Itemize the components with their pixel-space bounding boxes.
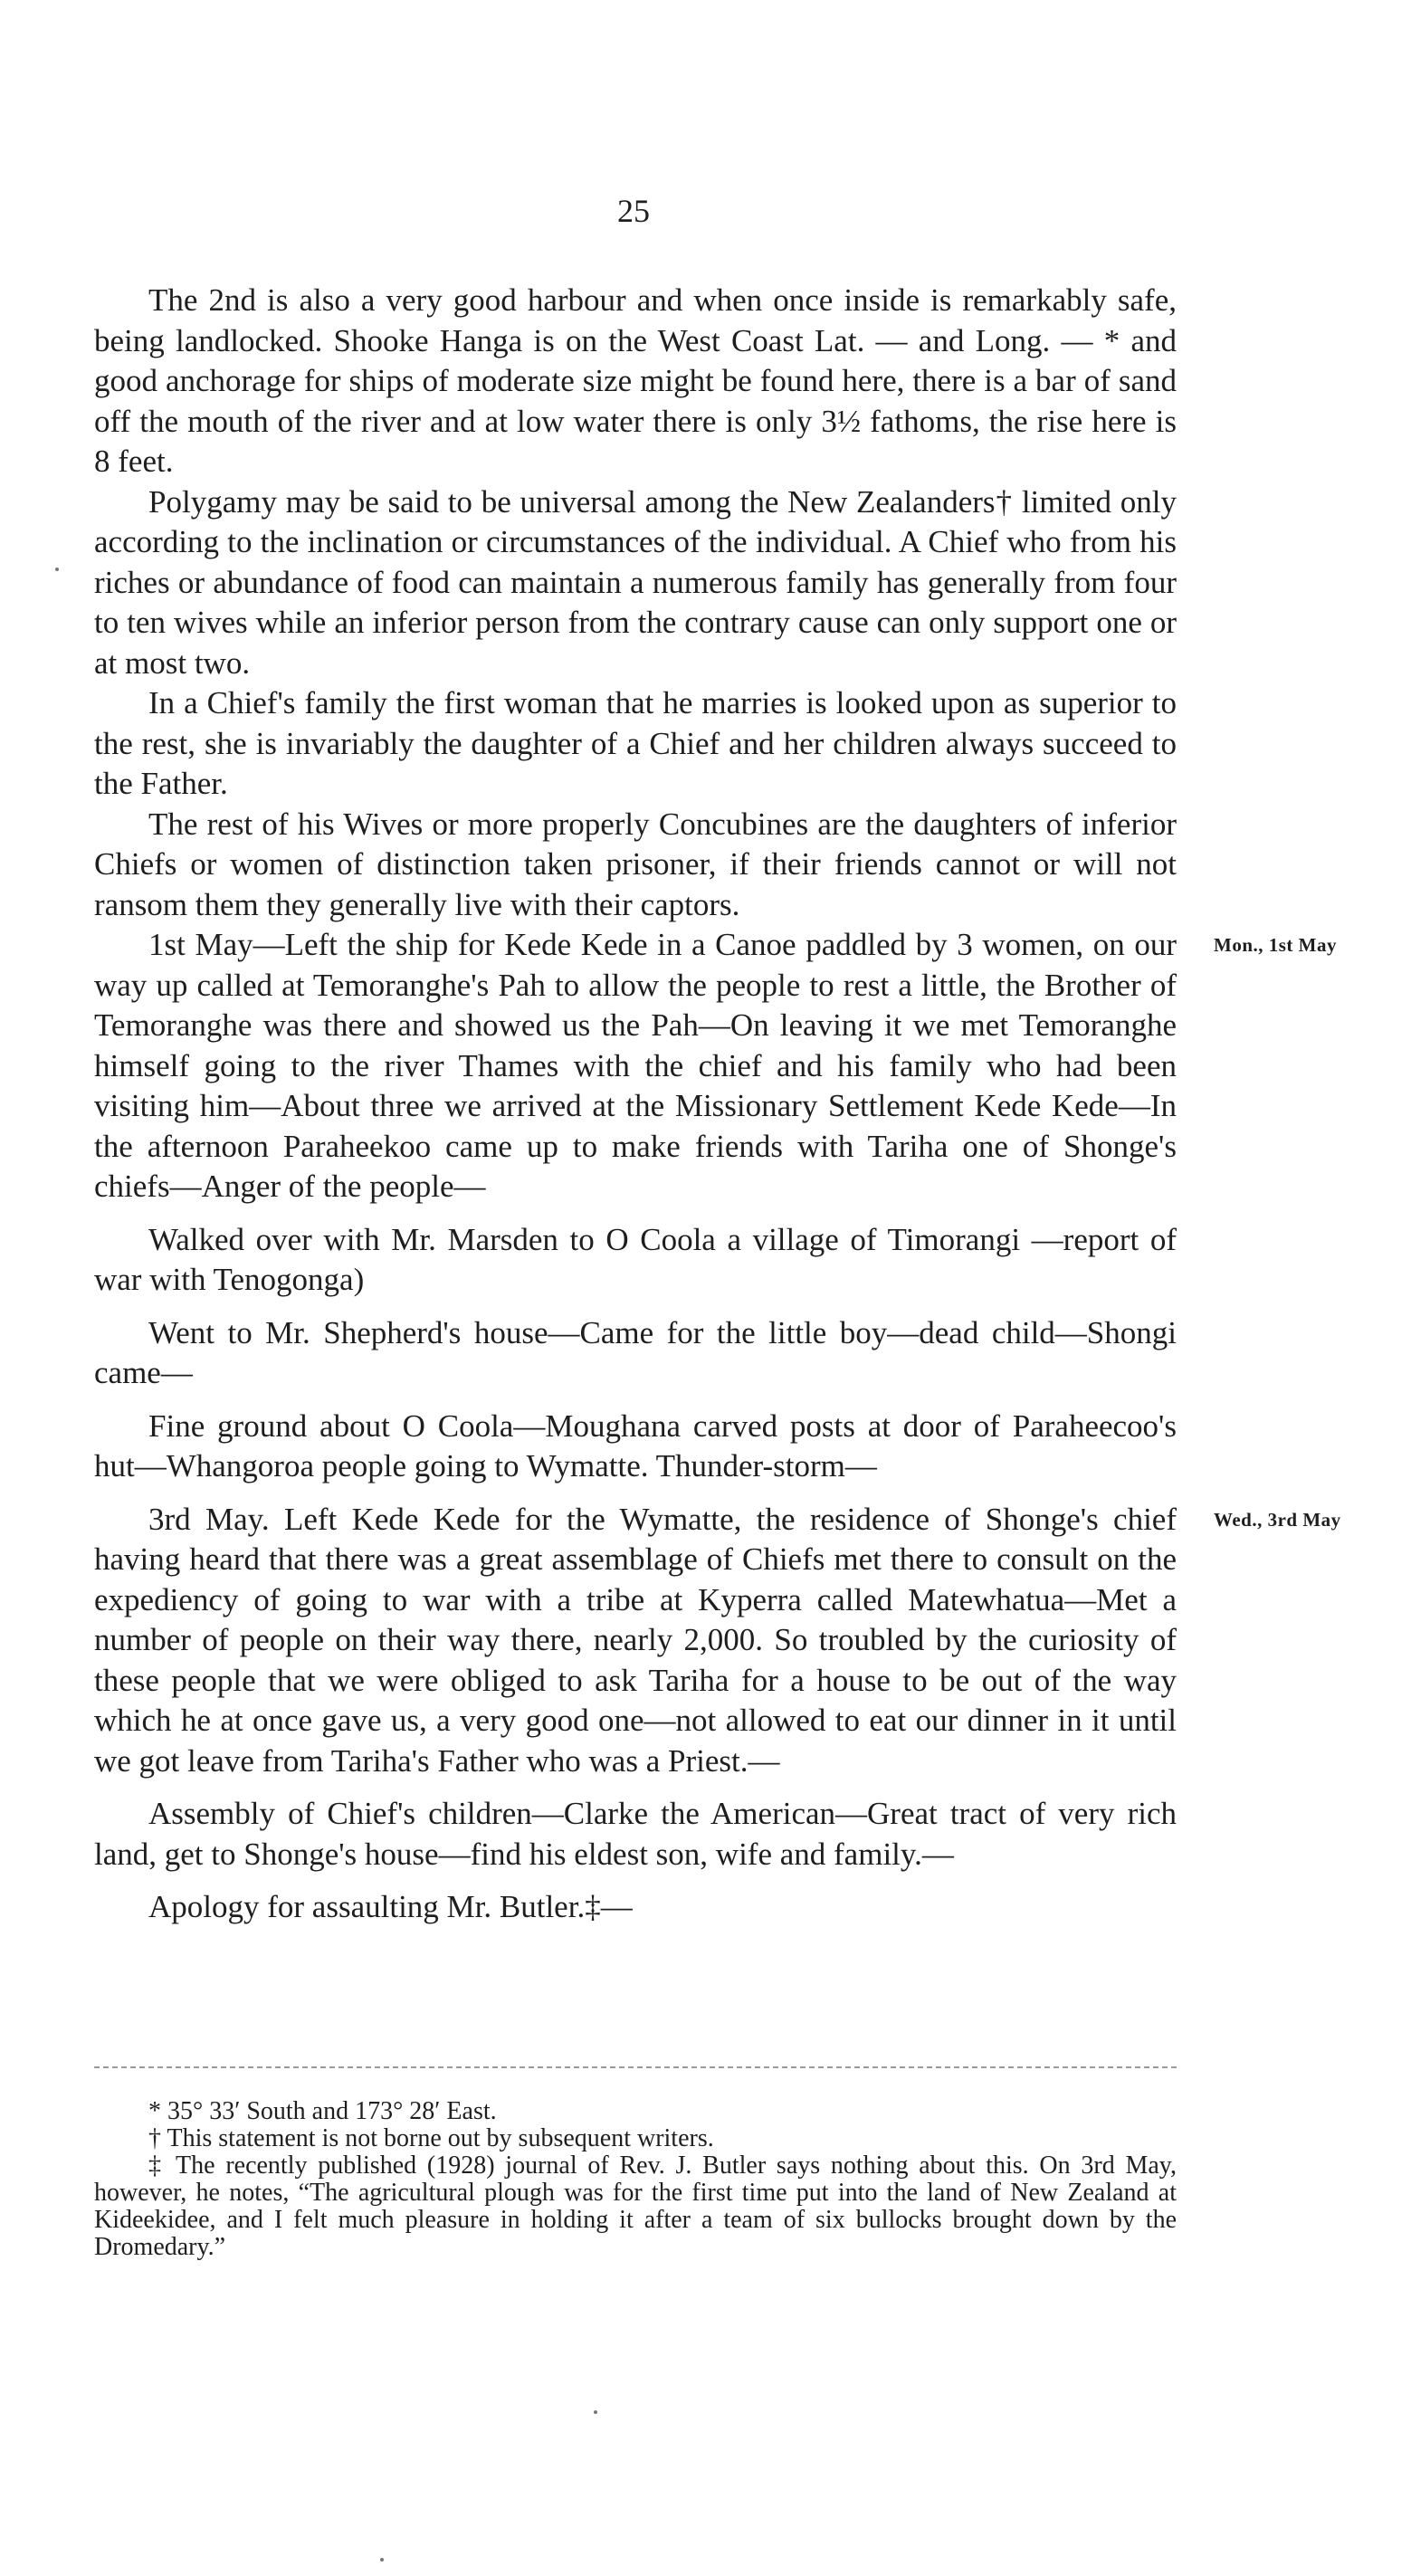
paragraph-text: The rest of his Wives or more properly Concubines are the daughters of inferior Chiefs or women of distinction taken prisoner, if their friends cannot or will not ransom them they generally live with their captors.	[94, 806, 1177, 922]
margin-date-note: Mon., 1st May	[1214, 934, 1337, 956]
paragraph	[94, 1220, 1177, 1301]
paragraph	[94, 1794, 1177, 1875]
paragraph-text: 1st May—Left the ship for Kede Kede in a Canoe paddled by 3 women, on our way up called at Temoranghe's Pah to allow the people to rest a little, the Brother of Temoranghe was there and showed us the Pah—On leaving it we met Temoranghe himself going to the river Thames with the chief and his family who had been visiting him—About three we arrived at the Missionary Settlement Kede Kede—In the afternoon Paraheekoo came up to make friends with Tariha one of Shonge's chiefs—Anger of the people—	[94, 927, 1177, 1204]
paragraph-dated-entry	[94, 1500, 1341, 1782]
footnote: † This statement is not borne out by subsequent writers.	[148, 2124, 714, 2152]
margin-date-note: Wed., 3rd May	[1214, 1508, 1341, 1531]
paragraph-text: Polygamy may be said to be universal among the New Zealanders† limited only according to the inclination or circumstances of the individual. A Chief who from his riches or abundance of food can maintain a numerous family has generally from four to ten wives while an inferior person from the contrary cause can only support one or at most two.	[94, 483, 1177, 681]
paragraph-text: Walked over with Mr. Marsden to O Coola a village of Timorangi —report of war with Tenogonga)	[94, 1221, 1177, 1297]
paragraph	[94, 1313, 1177, 1394]
print-speck	[594, 2410, 597, 2414]
footnote: ‡ The recently published (1928) journal of Rev. J. Butler says nothing about this. On 3rd May, however, he notes, “The agricultural plough was for the first time put into the land of New Zealand at Kideekidee, and I felt much pleasure in holding it after a team of six bullocks brought down by the Dromedary.”	[94, 2151, 1177, 2261]
paragraph	[94, 805, 1177, 926]
paragraph	[94, 1407, 1177, 1487]
paragraph	[94, 281, 1177, 482]
paragraph-text: In a Chief's family the first woman that he marries is looked upon as superior to the rest, she is invariably the daughter of a Chief and her children always succeed to the Father.	[94, 685, 1177, 801]
paragraph-text: Fine ground about O Coola—Moughana carved posts at door of Paraheecoo's hut—Whangoroa people going to Wymatte. Thunder-storm—	[94, 1407, 1177, 1484]
paragraph-text: The 2nd is also a very good harbour and when once inside is remarkably safe, being landlocked. Shooke Hanga is on the West Coast Lat. — and Long. — * and good anchorage for ships of moderate size might be found here, there is a bar of sand off the mouth of the river and at low water there is only 3½ fathoms, the rise here is 8 feet.	[94, 282, 1177, 479]
paragraph-text: 3rd May. Left Kede Kede for the Wymatte, the residence of Shonge's chief having heard that there was a great assemblage of Chiefs met there to consult on the expediency of going to war with a tribe at Kyperra called Matewhatua—Met a number of people on their way there, nearly 2,000. So troubled by the curiosity of these people that we were obliged to ask Tariha for a house to be out of the way which he at once gave us, a very good one—not allowed to eat our dinner in it until we got leave from Tariha's Father who was a Priest.—	[94, 1501, 1177, 1779]
paragraph	[94, 1887, 1177, 1928]
page-number: 25	[617, 193, 650, 229]
paragraph-text: Went to Mr. Shepherd's house—Came for the little boy—dead child—Shongi came—	[94, 1314, 1177, 1390]
body-text	[94, 281, 1341, 1928]
footnote-separator	[94, 2066, 1177, 2068]
paragraph	[94, 482, 1177, 684]
paragraph-text: Assembly of Chief's children—Clarke the American—Great tract of very rich land, get to Shonge's house—find his eldest son, wife and family.—	[94, 1796, 1177, 1872]
footnote: * 35° 33′ South and 173° 28′ East.	[148, 2097, 497, 2125]
paragraph-dated-entry	[94, 925, 1337, 1207]
print-speck	[55, 568, 59, 571]
paragraph-text: Apology for assaulting Mr. Butler.‡—	[148, 1889, 633, 1924]
footnotes	[94, 2098, 1177, 2261]
paragraph	[94, 683, 1177, 805]
print-speck	[380, 2558, 384, 2562]
